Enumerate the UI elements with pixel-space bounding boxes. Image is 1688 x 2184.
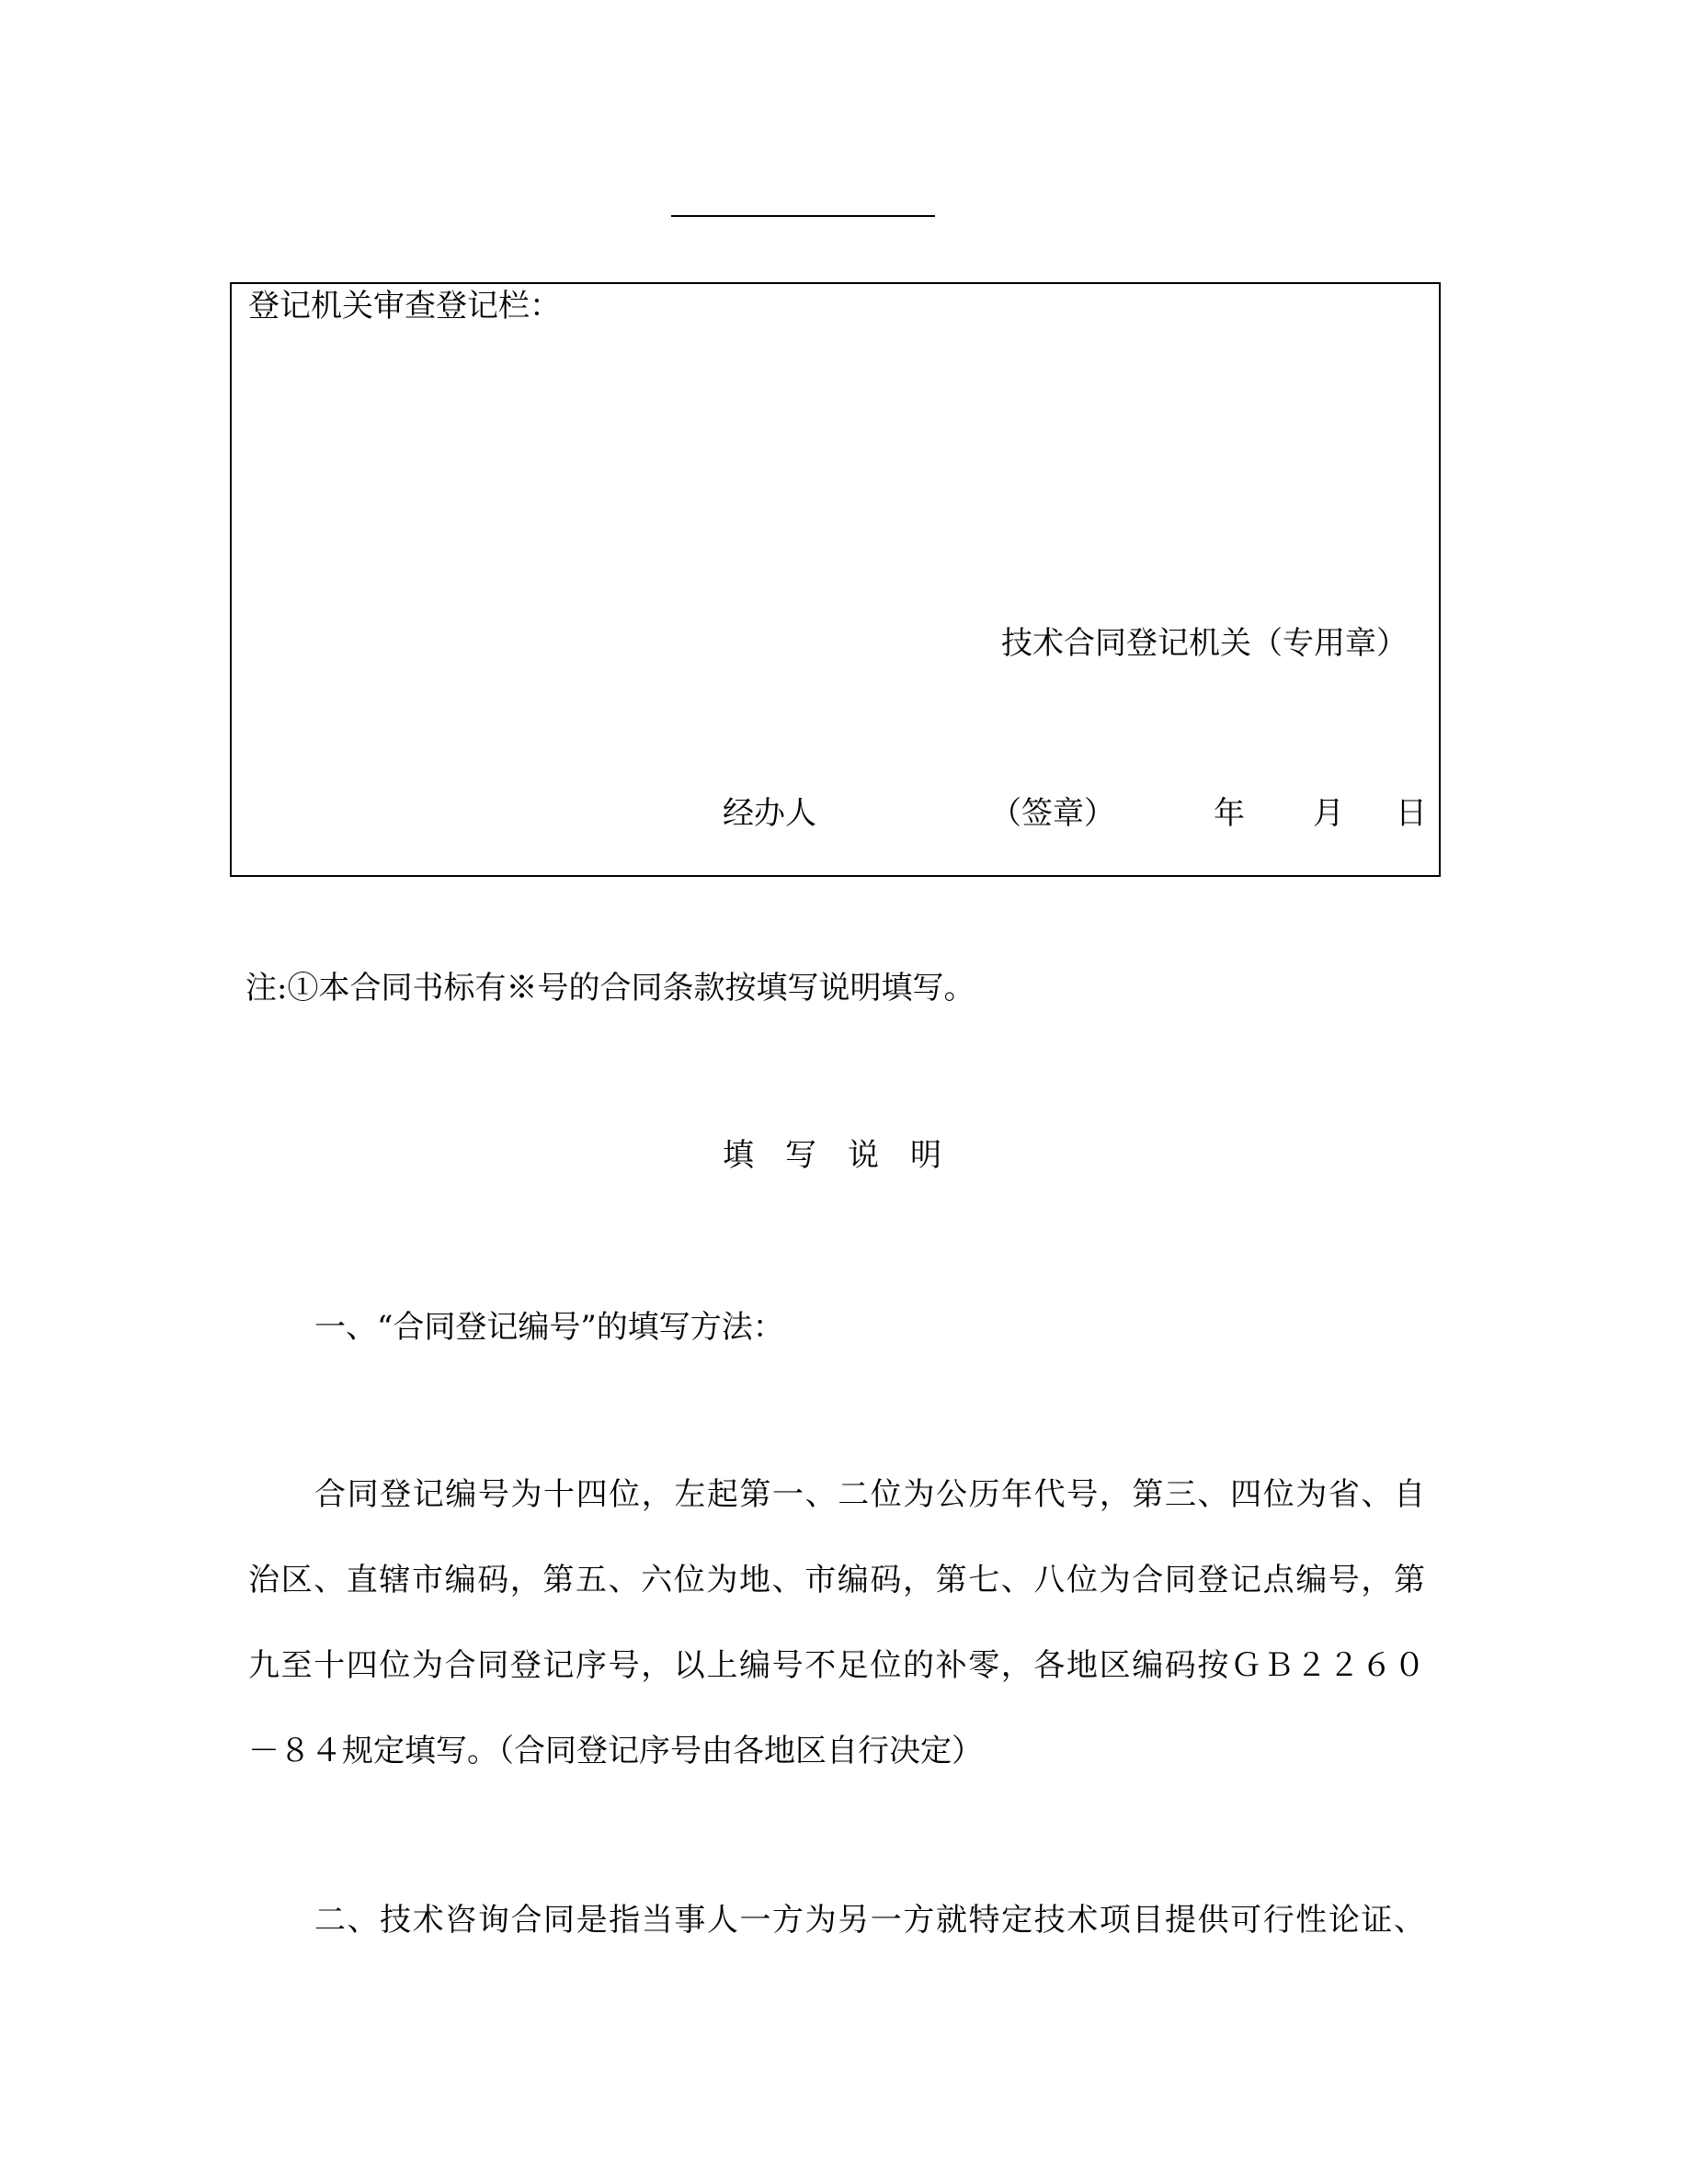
section1-heading: 一、“合同登记编号”的填写方法： [314, 1309, 784, 1346]
handler-label: 经办人 [723, 795, 816, 832]
paragraph-line: －８４规定填写。（合同登记序号由各地区自行决定） [248, 1733, 983, 1769]
day-label: 日 [1396, 795, 1427, 832]
registration-review-box [230, 282, 1441, 877]
section2-paragraph-line: 二、技术咨询合同是指当事人一方为另一方就特定技术项目提供可行性论证、 [314, 1902, 1425, 1939]
year-label: 年 [1214, 795, 1245, 832]
note-text: 注:①本合同书标有※号的合同条款按填写说明填写。 [245, 970, 975, 1007]
signature-label: （签章） [990, 795, 1115, 832]
instructions-title: 填 写 说 明 [723, 1137, 941, 1174]
registration-box-heading: 登记机关审查登记栏： [248, 288, 561, 324]
paragraph-line: 治区、直辖市编码，第五、六位为地、市编码，第七、八位为合同登记点编号，第 [248, 1562, 1425, 1598]
paragraph-line: 九至十四位为合同登记序号，以上编号不足位的补零，各地区编码按ＧＢ２２６０ [248, 1647, 1425, 1684]
seal-label: 技术合同登记机关（专用章） [1001, 625, 1408, 662]
month-label: 月 [1313, 795, 1344, 832]
paragraph-line: 合同登记编号为十四位，左起第一、二位为公历年代号，第三、四位为省、自 [314, 1476, 1425, 1513]
top-blank-line [671, 215, 935, 217]
